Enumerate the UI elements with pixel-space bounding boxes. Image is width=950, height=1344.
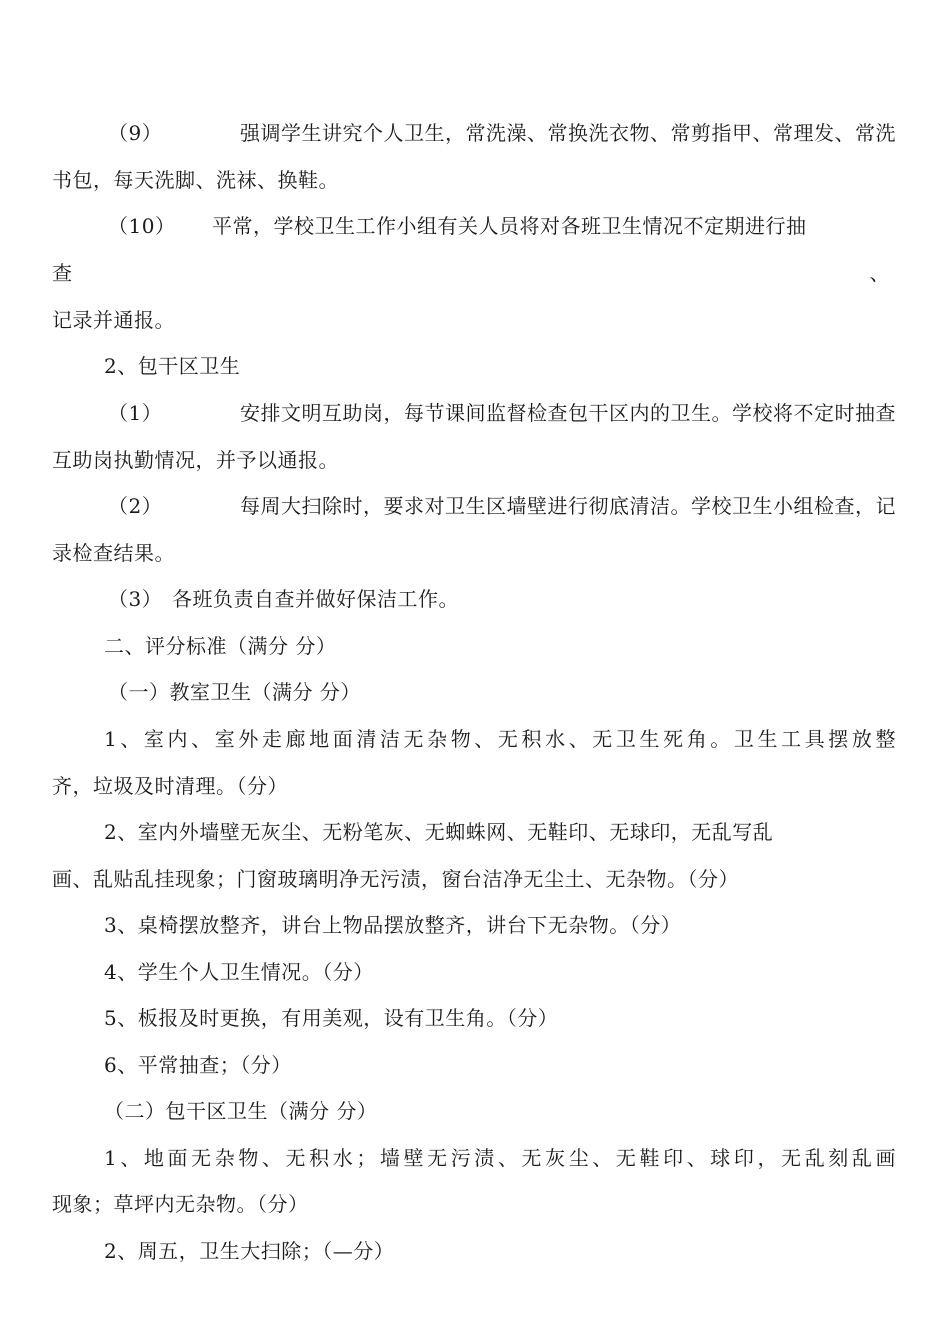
zone-item-1-text: 安排文明互助岗，每节课间监督检查包干区内的卫生。学校将不定时抽查 [240,401,896,425]
criterion-2-line-2: 画、乱贴乱挂现象；门窗玻璃明净无污渍，窗台洁净无尘土、无杂物。（分） [52,867,739,891]
item-10-number: （10） [108,214,176,238]
criterion-3: 3、桌椅摆放整齐，讲台上物品摆放整齐，讲台下无杂物。（分） [104,913,682,937]
zone-item-1-number: （1） [108,401,163,425]
criterion-1-line-2: 齐，垃圾及时清理。（分） [52,774,288,798]
zone-item-3-text: 各班负责自查并做好保洁工作。 [172,587,459,611]
criterion-6: 6、平常抽查；（分） [104,1053,292,1077]
zone-item-2-line-1 [108,491,896,521]
zone-item-2-line-2: 录检查结果。 [52,541,175,565]
item-10-line-3: 记录并通报。 [52,308,175,332]
scoring-standard-heading: 二、评分标准（满分 分） [104,634,337,658]
zone-criterion-1-line-2: 现象；草坪内无杂物。（分） [52,1192,309,1216]
section-heading-zone: 2、包干区卫生 [104,354,241,378]
criterion-4: 4、学生个人卫生情况。（分） [104,960,374,984]
zone-item-2-text: 每周大扫除时，要求对卫生区墙壁进行彻底清洁。学校卫生小组检查，记 [240,494,896,518]
criterion-5: 5、板报及时更换，有用美观，设有卫生角。（分） [104,1006,559,1030]
item-9-line-2: 书包，每天洗脚、洗袜、换鞋。 [52,168,339,192]
item-9-text: 强调学生讲究个人卫生，常洗澡、常换洗衣物、常剪指甲、常理发、常洗 [240,121,896,145]
classroom-hygiene-heading: （一）教室卫生（满分 分） [108,680,361,704]
zone-item-1-line-1 [108,398,896,428]
item-10-line-1 [108,211,896,241]
zone-item-3-number: （3） [108,587,163,611]
zone-criterion-1-line-1: 1、地面无杂物、无积水；墙壁无污渍、无灰尘、无鞋印、球印，无乱刻乱画 [104,1146,896,1170]
item-10-text: 平常，学校卫生工作小组有关人员将对各班卫生情况不定期进行抽 [212,214,807,238]
item-10-line-2 [52,258,890,288]
item-10-text-cont: 查 [52,261,73,285]
zone-hygiene-heading: （二）包干区卫生（满分 分） [104,1099,378,1123]
criterion-2-line-1: 2、室内外墙壁无灰尘、无粉笔灰、无蜘蛛网、无鞋印、无球印，无乱写乱 [104,820,774,844]
zone-item-1-line-2: 互助岗执勤情况，并予以通报。 [52,448,339,472]
zone-item-3 [108,584,459,614]
item-9-line-1 [108,118,896,148]
zone-criterion-2: 2、周五，卫生大扫除；（—分） [104,1239,395,1263]
zone-item-2-number: （2） [108,494,163,518]
criterion-1-line-1: 1、室内、室外走廊地面清洁无杂物、无积水、无卫生死角。卫生工具摆放整 [104,727,896,751]
item-10-comma: 、 [869,261,890,285]
item-9-number: （9） [108,121,163,145]
